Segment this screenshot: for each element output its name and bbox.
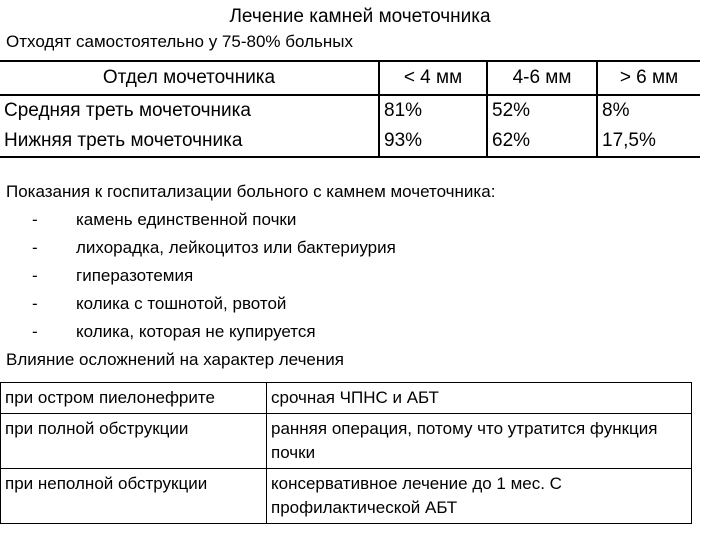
- table-cell: 93%: [379, 126, 487, 157]
- table-row: [0, 95, 700, 126]
- stone-passage-table: [0, 60, 700, 158]
- table-cell: 17,5%: [597, 126, 700, 157]
- header-size-lt4: < 4 мм: [379, 61, 487, 95]
- table-row: [1, 383, 692, 414]
- table-row: [0, 126, 700, 157]
- list-dash: -: [32, 322, 38, 341]
- table-cell: консервативное лечение до 1 мес. С профилактической АБТ: [267, 469, 692, 524]
- table-cell: Средняя треть мочеточника: [4, 100, 251, 121]
- list-item-text: колика, которая не купируется: [76, 322, 316, 341]
- list-dash: -: [32, 210, 38, 229]
- list-item-text: камень единственной почки: [76, 210, 297, 229]
- table-cell: при неполной обструкции: [1, 469, 267, 524]
- table-cell: 8%: [597, 95, 700, 126]
- list-dash: -: [32, 238, 38, 257]
- list-item-text: колика с тошнотой, рвотой: [76, 294, 287, 313]
- header-size-4-6: 4-6 мм: [487, 61, 597, 95]
- table-cell: ранняя операция, потому что утратится функция почки: [267, 414, 692, 469]
- table-cell: при полной обструкции: [1, 414, 267, 469]
- page-title: Лечение камней мочеточника: [229, 6, 491, 27]
- list-dash: -: [32, 294, 38, 313]
- table-cell: 52%: [487, 95, 597, 126]
- list-item: [6, 262, 495, 290]
- list-item: [6, 234, 495, 262]
- table-cell: Нижняя треть мочеточника: [0, 126, 379, 157]
- table-row: [1, 469, 692, 524]
- complications-table: [0, 382, 692, 524]
- table-cell: 81%: [379, 95, 487, 126]
- header-size-gt6: > 6 мм: [597, 61, 700, 95]
- list-item-text: гиперазотемия: [76, 266, 194, 285]
- list-item: [6, 206, 495, 234]
- list-item: [6, 318, 495, 346]
- list-item: [6, 290, 495, 318]
- complications-heading: Влияние осложнений на характер лечения: [6, 350, 344, 369]
- indications-section: [6, 178, 495, 374]
- list-item-text: лихорадка, лейкоцитоз или бактериурия: [76, 238, 396, 257]
- list-dash: -: [32, 266, 38, 285]
- header-section: Отдел мочеточника: [0, 61, 379, 95]
- subtitle: Отходят самостоятельно у 75-80% больных: [6, 32, 353, 51]
- table-row: [1, 414, 692, 469]
- table-cell: при остром пиелонефрите: [1, 383, 267, 414]
- table-cell: 62%: [487, 126, 597, 157]
- indications-heading: Показания к госпитализации больного с камнем мочеточника:: [6, 182, 496, 201]
- table-cell: срочная ЧПНС и АБТ: [267, 383, 692, 414]
- table-header-row: [0, 61, 700, 95]
